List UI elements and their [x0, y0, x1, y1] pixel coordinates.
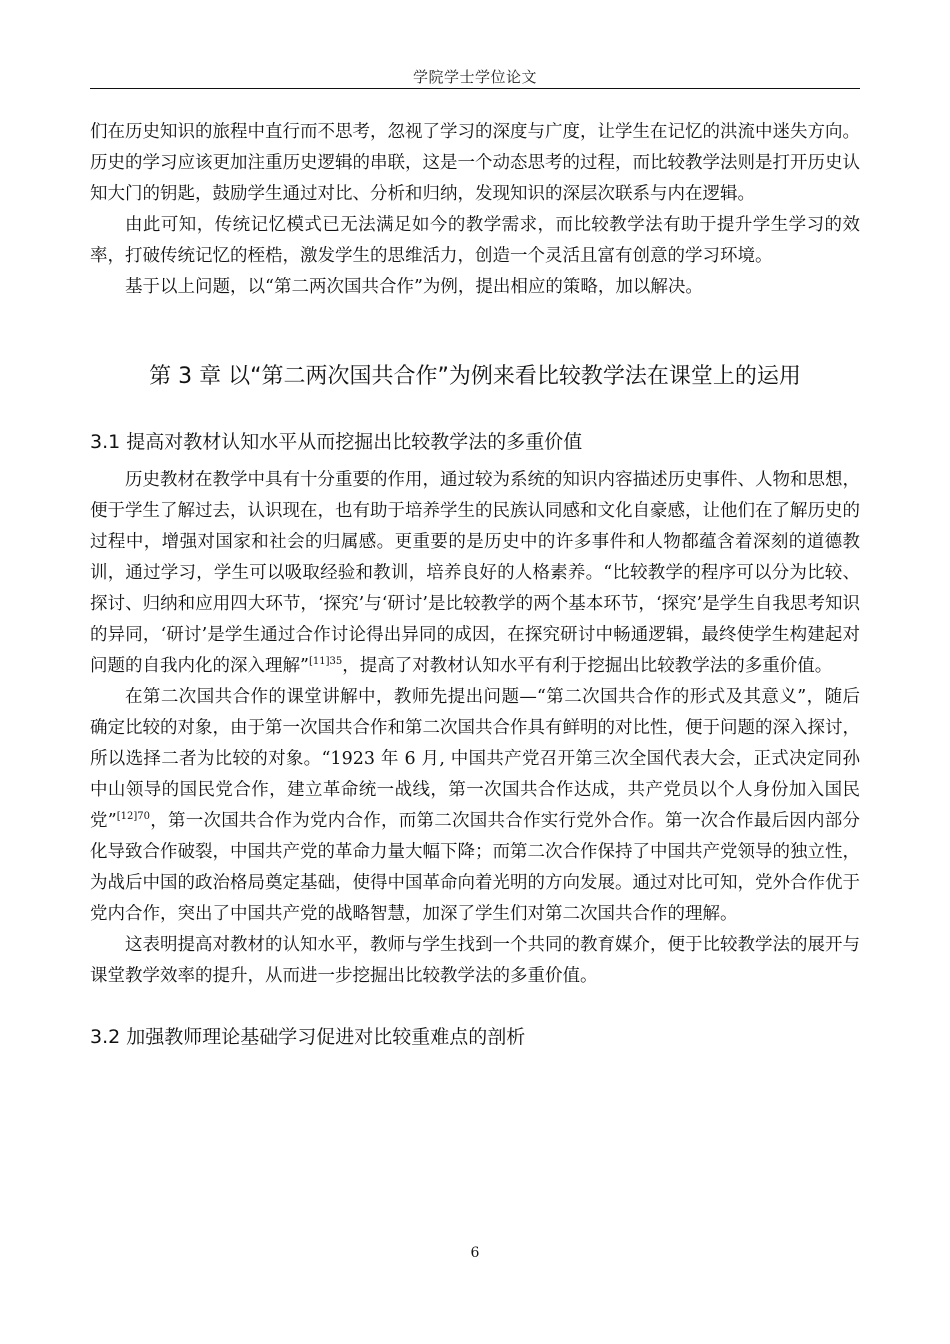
body-paragraph: 们在历史知识的旅程中直行而不思考，忽视了学习的深度与广度，让学生在记忆的洪流中迷失方向。历史的学习应该更加注重历史逻辑的串联，这是一个动态思考的过程，而比较教学法则是打开历史认知大门的钥匙，鼓励学生通过对比、分析和归纳，发现知识的深层次联系与内在逻辑。	[90, 122, 860, 204]
page-header: 学院学士学位论文	[412, 68, 537, 86]
citation-marker: [11]35	[308, 656, 343, 668]
body-paragraph: 这表明提高对教材的认知水平，教师与学生找到一个共同的教育媒介，便于比较教学法的展开与课堂教学效率的提升，从而进一步挖掘出比较教学法的多重价值。	[90, 935, 860, 986]
section-heading-3-2: 3.2 加强教师理论基础学习促进对比较重难点的剖析	[90, 1026, 526, 1048]
body-paragraph	[90, 682, 860, 930]
section-heading-3-1: 3.1 提高对教材认知水平从而挖掘出比较教学法的多重价值	[90, 431, 583, 453]
page-number: 6	[470, 1245, 480, 1261]
paragraph-text: 在第二次国共合作的课堂讲解中，教师先提出问题—“第二次国共合作的形式及其意义”，随后确定比较的对象，由于第一次国共合作和第二次国共合作具有鲜明的对比性，便于问题的深入探讨，所以选择二者为比较的对象。“1923 年 6 月, 中国共产党召开第三次全国代表大会，正式决定同孙中山领导的国民党合作，建立革命统一战线，第一次国共合作达成，共产党员以个人身份加入国民党”	[90, 687, 860, 831]
page-content	[90, 117, 860, 1052]
body-paragraph	[90, 465, 860, 682]
header-rule	[90, 88, 860, 89]
body-paragraph: 基于以上问题，以“第二两次国共合作”为例，提出相应的策略，加以解决。	[125, 277, 703, 297]
body-paragraph: 由此可知，传统记忆模式已无法满足如今的教学需求，而比较教学法有助于提升学生学习的效率，打破传统记忆的桎梏，激发学生的思维活力，创造一个灵活且富有创意的学习环境。	[90, 215, 860, 266]
chapter-title: 第 3 章 以“第二两次国共合作”为例来看比较教学法在课堂上的运用	[149, 364, 801, 389]
paragraph-text: 历史教材在教学中具有十分重要的作用，通过较为系统的知识内容描述历史事件、人物和思想，便于学生了解过去，认识现在，也有助于培养学生的民族认同感和文化自豪感，让他们在了解历史的过程中，增强对国家和社会的归属感。更重要的是历史中的许多事件和人物都蕴含着深刻的道德教训，通过学习，学生可以吸取经验和教训，培养良好的人格素养。“比较教学的程序可以分为比较、探讨、归纳和应用四大环节，‘探究’与‘研讨’是比较教学的两个基本环节，‘探究’是学生自我思考知识的异同，‘研讨’是学生通过合作讨论得出异同的成因，在探究研讨中畅通逻辑，最终使学生构建起对问题的自我内化的深入理解”	[90, 470, 860, 676]
citation-marker: [12]70	[116, 811, 150, 823]
paragraph-text: ，提高了对教材认知水平有利于挖掘出比较教学法的多重价值。	[342, 656, 833, 676]
paragraph-text: ，第一次国共合作为党内合作，而第二次国共合作实行党外合作。第一次合作最后因内部分化导致合作破裂，中国共产党的革命力量大幅下降；而第二次合作保持了中国共产党领导的独立性，为战后中国的政治格局奠定基础，使得中国革命向着光明的方向发展。通过对比可知，党外合作优于党内合作，突出了中国共产党的战略智慧，加深了学生们对第二次国共合作的理解。	[90, 811, 860, 924]
